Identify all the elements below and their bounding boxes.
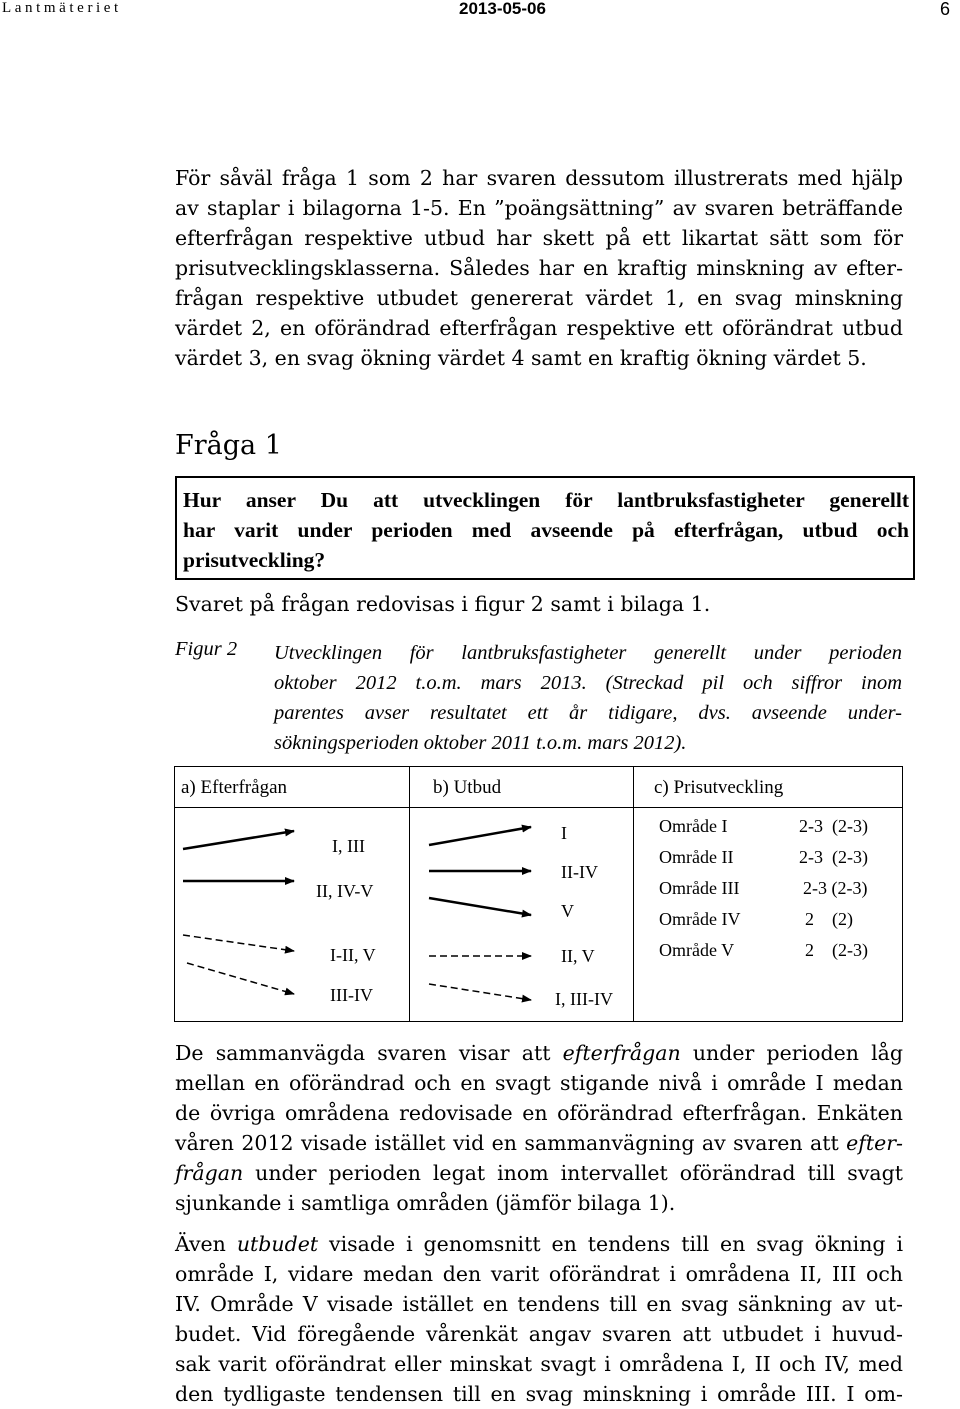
emphasized-term: efter- bbox=[846, 1131, 903, 1155]
intro-paragraph bbox=[175, 163, 903, 373]
supply-label: V bbox=[561, 901, 574, 921]
answer-note: Svaret på frågan redovisas i figur 2 samt i bilaga 1. bbox=[175, 592, 711, 616]
demand-label: III-IV bbox=[330, 985, 373, 1005]
demand-arrow-rising bbox=[183, 831, 294, 849]
body-text: budet. Vid föregående vårenkät angav svaren att utbudet i huvud- bbox=[175, 1322, 903, 1346]
body-text: IV. Område V visade istället en tendens till en svag sänkning av ut- bbox=[175, 1292, 903, 1316]
question-line: har varit under perioden med avseende på efterfrågan, utbud och bbox=[183, 518, 909, 542]
document-date: 2013-05-06 bbox=[459, 0, 546, 18]
question-line: prisutveckling? bbox=[183, 548, 326, 572]
body-paragraph-2 bbox=[175, 1229, 903, 1409]
figure-caption bbox=[274, 638, 902, 758]
question-line: Hur anser Du att utvecklingen för lantbruksfastigheter generellt bbox=[183, 488, 909, 512]
body-text: område I, vidare medan den varit oförändrat i områdena II, III och bbox=[175, 1262, 903, 1286]
body-text: Även bbox=[175, 1232, 237, 1256]
body-line bbox=[175, 1038, 903, 1068]
body-line bbox=[175, 1289, 903, 1319]
trend-arrows bbox=[175, 767, 902, 1021]
price-area: Område IV bbox=[659, 909, 741, 929]
price-area: Område I bbox=[659, 816, 728, 836]
intro-line: värdet 3, en svag ökning värdet 4 samt en kraftig ökning värdet 5. bbox=[175, 346, 867, 370]
price-value: 2-3 (2-3) bbox=[803, 878, 868, 898]
intro-line: av staplar i bilagorna 1-5. En ”poängsättning” av svaren beträffande bbox=[175, 196, 903, 220]
organization-name: Lantmäteriet bbox=[2, 0, 122, 16]
intro-line: prisutvecklingsklasserna. Således har en kraftig minskning av efter- bbox=[175, 256, 903, 280]
price-area: Område V bbox=[659, 940, 735, 960]
emphasized-term: efterfrågan bbox=[562, 1041, 681, 1065]
body-line bbox=[175, 1379, 903, 1409]
demand-arrow-prev-falling bbox=[187, 963, 294, 994]
price-area: Område III bbox=[659, 878, 740, 898]
body-line bbox=[175, 1349, 903, 1379]
caption-line: parentes avser resultatet ett år tidigare, dvs. avseende under- bbox=[274, 702, 902, 724]
body-text: de övriga områdena redovisade en oförändrad efterfrågan. Enkäten bbox=[175, 1101, 903, 1125]
body-text: visade i genomsnitt en tendens till en svag ökning i bbox=[318, 1232, 904, 1256]
page-number: 6 bbox=[940, 0, 951, 19]
body-text: sjunkande i samtliga områden (jämför bilaga 1). bbox=[175, 1191, 676, 1215]
caption-line: sökningsperioden oktober 2011 t.o.m. mars 2012). bbox=[274, 732, 687, 754]
price-value: 2 (2) bbox=[805, 909, 853, 929]
body-line bbox=[175, 1319, 903, 1349]
body-line bbox=[175, 1188, 903, 1218]
caption-line: Utvecklingen för lantbruksfastigheter generellt under perioden bbox=[274, 642, 902, 664]
price-area: Område II bbox=[659, 847, 734, 867]
demand-label: I, III bbox=[332, 836, 365, 856]
demand-label: I-II, V bbox=[330, 945, 376, 965]
section-heading: Fråga 1 bbox=[175, 430, 282, 461]
figure-label: Figur 2 bbox=[175, 638, 238, 660]
body-text: sak varit oförändrat eller minskat svagt i områdena I, II och IV, med bbox=[175, 1352, 903, 1376]
body-line bbox=[175, 1229, 903, 1259]
supply-label: I bbox=[561, 823, 567, 843]
body-line bbox=[175, 1098, 903, 1128]
question-text bbox=[183, 485, 909, 575]
supply-arrow-falling bbox=[429, 898, 531, 915]
body-line bbox=[175, 1128, 903, 1158]
column-header-demand: a) Efterfrågan bbox=[181, 777, 288, 798]
emphasized-term: frågan bbox=[175, 1161, 244, 1185]
price-value: 2-3 (2-3) bbox=[799, 816, 868, 836]
page-header bbox=[0, 0, 960, 22]
supply-label: I, III-IV bbox=[555, 989, 613, 1009]
emphasized-term: utbudet bbox=[236, 1232, 319, 1256]
demand-label: II, IV-V bbox=[316, 881, 374, 901]
caption-line: oktober 2012 t.o.m. mars 2013. (Streckad pil och siffror inom bbox=[274, 672, 902, 694]
body-text: mellan en oförändrad och en svagt stigande nivå i område I medan bbox=[175, 1071, 903, 1095]
body-line bbox=[175, 1068, 903, 1098]
body-text: den tydligaste tendensen till en svag minskning i område III. I om- bbox=[175, 1382, 903, 1406]
price-value: 2 (2-3) bbox=[805, 940, 868, 960]
supply-arrow-prev-falling bbox=[429, 984, 531, 1000]
supply-label: II, V bbox=[561, 946, 595, 966]
column-header-price: c) Prisutveckling bbox=[654, 777, 784, 798]
supply-label: II-IV bbox=[561, 862, 598, 882]
column-header-supply: b) Utbud bbox=[433, 777, 502, 798]
body-line bbox=[175, 1259, 903, 1289]
intro-line: värdet 2, en oförändrad efterfrågan respektive ett oförändrat utbud bbox=[175, 316, 903, 340]
demand-arrow-prev-flat bbox=[183, 935, 294, 951]
price-value: 2-3 (2-3) bbox=[799, 847, 868, 867]
supply-arrow-rising bbox=[429, 827, 531, 845]
body-text: under perioden låg bbox=[680, 1041, 903, 1065]
figure-table bbox=[174, 766, 903, 1022]
intro-line: efterfrågan respektive utbud har skett på ett likartat sätt som för bbox=[175, 226, 903, 250]
body-paragraph-1 bbox=[175, 1038, 903, 1218]
body-text: våren 2012 visade istället vid en sammanvägning av svaren att bbox=[175, 1131, 847, 1155]
question-box bbox=[175, 476, 915, 580]
body-text: De sammanvägda svaren visar att bbox=[175, 1041, 563, 1065]
body-text: under perioden legat inom intervallet oförändrad till svagt bbox=[243, 1161, 903, 1185]
intro-line: frågan respektive utbudet genererat värdet 1, en svag minskning bbox=[175, 286, 903, 310]
body-line bbox=[175, 1158, 903, 1188]
intro-line: För såväl fråga 1 som 2 har svaren dessutom illustrerats med hjälp bbox=[175, 166, 903, 190]
